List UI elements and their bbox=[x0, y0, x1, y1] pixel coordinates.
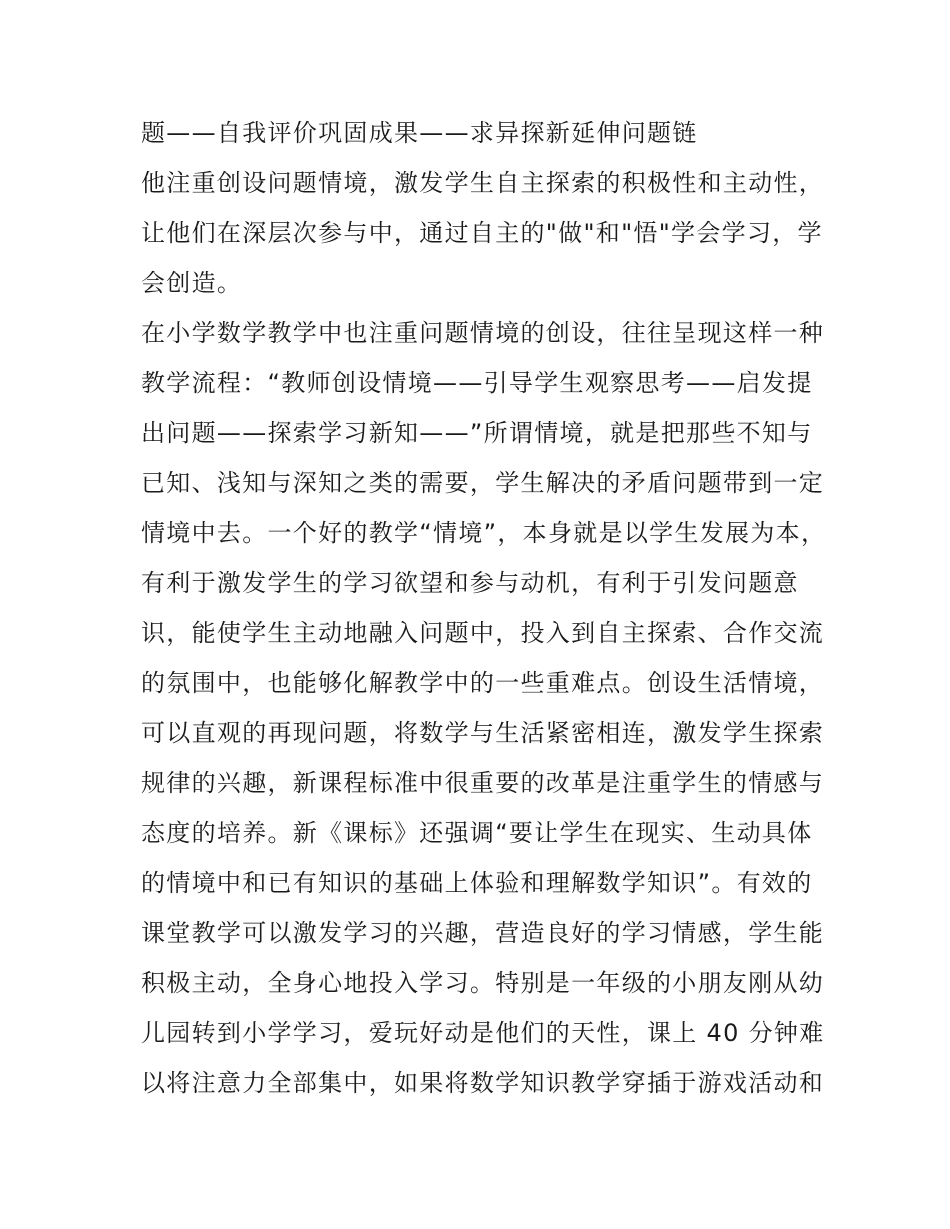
text-line: 会创造。 bbox=[141, 269, 243, 297]
text-line: 出问题——探索学习新知——”所谓情境，就是把那些不知与 bbox=[141, 419, 813, 447]
text-line: 已知、浅知与深知之类的需要，学生解决的矛盾问题带到一定 bbox=[141, 469, 825, 497]
text-line: 题——自我评价巩固成果——求异探新延伸问题链 bbox=[141, 119, 698, 147]
text-line: 让他们在深层次参与中，通过自主的"做"和"悟"学会学习，学 bbox=[141, 219, 823, 247]
text-line: 在小学数学教学中也注重问题情境的创设，往往呈现这样一种 bbox=[141, 319, 825, 347]
text-line: 可以直观的再现问题，将数学与生活紧密相连，激发学生探索 bbox=[141, 719, 825, 747]
text-line: 教学流程：“教师创设情境——引导学生观察思考——启发提 bbox=[141, 369, 813, 397]
text-line: 有利于激发学生的学习欲望和参与动机，有利于引发问题意 bbox=[141, 569, 799, 597]
text-line: 规律的兴趣，新课程标准中很重要的改革是注重学生的情感与 bbox=[141, 769, 825, 797]
body-text bbox=[141, 108, 827, 1108]
text-line: 课堂教学可以激发学习的兴趣，营造良好的学习情感，学生能 bbox=[141, 919, 825, 947]
text-line: 情境中去。一个好的教学“情境”，本身就是以学生发展为本， bbox=[141, 519, 827, 547]
text-line: 儿园转到小学学习，爱玩好动是他们的天性，课上 40 分钟难 bbox=[141, 1019, 825, 1047]
text-line: 识，能使学生主动地融入问题中，投入到自主探索、合作交流 bbox=[141, 619, 825, 647]
text-line: 态度的培养。新《课标》还强调“要让学生在现实、生动具体 bbox=[141, 819, 813, 847]
text-line: 的氛围中，也能够化解教学中的一些重难点。创设生活情境， bbox=[141, 669, 825, 697]
text-line: 积极主动，全身心地投入学习。特别是一年级的小朋友刚从幼 bbox=[141, 969, 825, 997]
text-line: 以将注意力全部集中，如果将数学知识教学穿插于游戏活动和 bbox=[141, 1069, 825, 1097]
text-line: 的情境中和已有知识的基础上体验和理解数学知识”。有效的 bbox=[141, 869, 813, 897]
text-line: 他注重创设问题情境，激发学生自主探索的积极性和主动性， bbox=[141, 169, 825, 197]
